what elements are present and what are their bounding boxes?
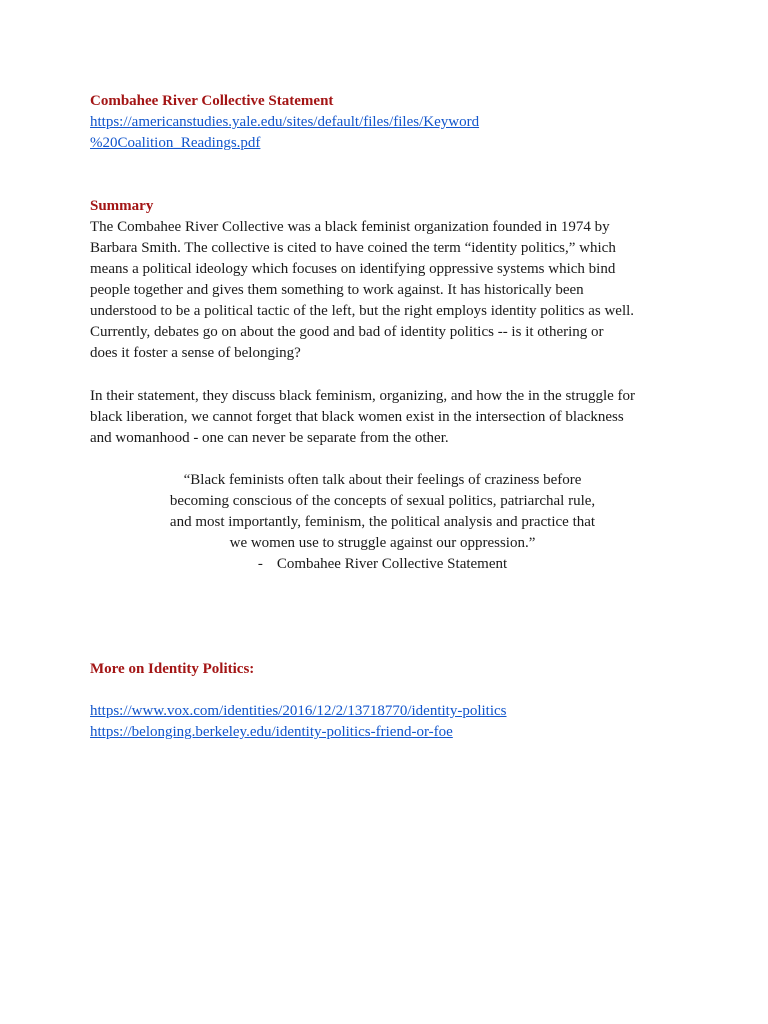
summary-line: Currently, debates go on about the good and bad of identity politics -- is it othering or <box>90 324 604 340</box>
quote-attribution: Combahee River Collective Statement <box>276 556 508 572</box>
quote-attribution-row <box>90 554 675 575</box>
summary-paragraph <box>90 217 690 364</box>
quote-line: becoming conscious of the concepts of sexual politics, patriarchal rule, <box>169 493 596 509</box>
summary-line: Barbara Smith. The collective is cited to have coined the term “identity politics,” which <box>90 240 616 256</box>
statement-line: and womanhood - one can never be separate from the other. <box>90 430 449 446</box>
block-quote <box>90 470 675 575</box>
berkeley-link[interactable]: https://belonging.berkeley.edu/identity-politics-friend-or-foe <box>90 724 453 740</box>
summary-line: means a political ideology which focuses on identifying oppressive systems which bind <box>90 261 616 277</box>
summary-line: does it foster a sense of belonging? <box>90 345 301 361</box>
statement-paragraph <box>90 386 690 449</box>
quote-line: “Black feminists often talk about their feelings of craziness before <box>183 472 582 488</box>
summary-heading: Summary <box>90 198 154 214</box>
document-page <box>90 91 690 743</box>
more-links-list <box>90 701 690 743</box>
summary-line: understood to be a political tactic of the left, but the right employs identity politics as well. <box>90 303 635 319</box>
source-link-line-2[interactable]: %20Coalition_Readings.pdf <box>90 135 261 151</box>
source-link-line-1[interactable]: https://americanstudies.yale.edu/sites/default/files/files/Keyword <box>90 114 480 130</box>
summary-line: people together and gives them something to work against. It has historically been <box>90 282 584 298</box>
statement-line: In their statement, they discuss black feminism, organizing, and how the in the struggle for <box>90 388 636 404</box>
source-link[interactable] <box>90 112 690 154</box>
quote-line: and most importantly, feminism, the political analysis and practice that <box>169 514 596 530</box>
more-heading: More on Identity Politics: <box>90 661 255 677</box>
document-title: Combahee River Collective Statement <box>90 93 334 109</box>
vox-link[interactable]: https://www.vox.com/identities/2016/12/2/13718770/identity-politics <box>90 703 507 719</box>
attribution-dash: - <box>257 556 263 572</box>
summary-line: The Combahee River Collective was a black feminist organization founded in 1974 by <box>90 219 610 235</box>
statement-line: black liberation, we cannot forget that black women exist in the intersection of blackness <box>90 409 624 425</box>
quote-line: we women use to struggle against our oppression.” <box>229 535 536 551</box>
